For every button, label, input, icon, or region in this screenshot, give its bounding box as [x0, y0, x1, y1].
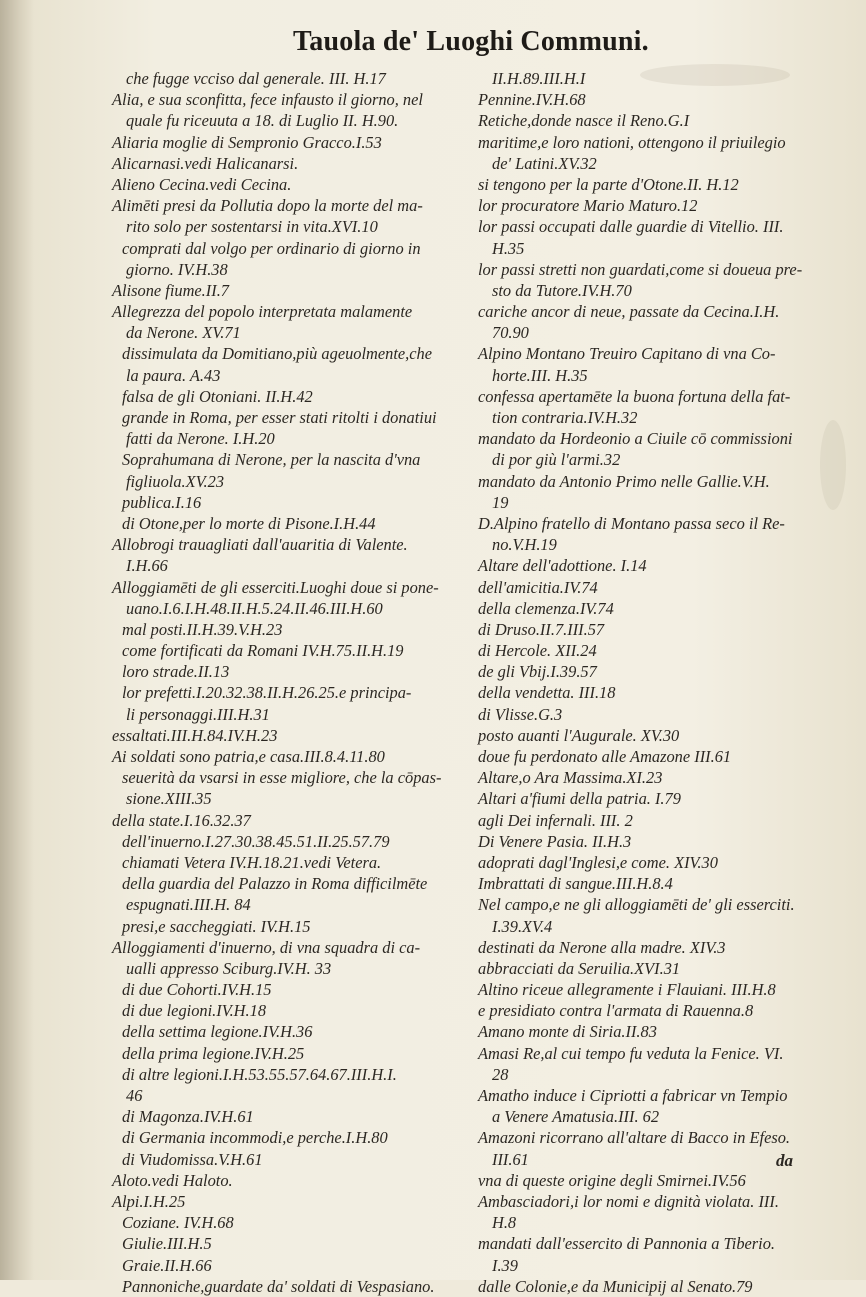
- index-entry-line: I.39: [492, 1255, 518, 1275]
- index-entry-line: Ai soldati sono patria,e casa.III.8.4.11.80: [112, 747, 385, 766]
- index-entry-line: Alicarnasi.vedi Halicanarsi.: [112, 153, 299, 173]
- index-entry-line: tion contraria.IV.H.32: [492, 408, 638, 427]
- index-entry-line: falsa de gli Otoniani. II.H.42: [122, 386, 313, 406]
- index-entry-line: di Viudomissa.V.H.61: [122, 1149, 263, 1169]
- index-entry-line: Alia, e sua sconfitta, fece infausto il giorno, nel: [112, 90, 423, 110]
- index-entry-line: mandato da Hordeonio a Ciuile cō commissioni: [478, 429, 793, 449]
- index-column-left: [112, 68, 464, 1297]
- index-entry-line: destinati da Nerone alla madre. XIV.3: [478, 937, 726, 957]
- index-entry-line: della settima legione.IV.H.36: [122, 1022, 313, 1042]
- index-entry-line: Soprahumana di Nerone, per la nascita d'vna: [122, 450, 421, 470]
- index-entry-line: di por giù l'armi.32: [492, 450, 621, 470]
- index-entry-line: Altino riceue allegramente i Flauiani. III.H.8: [478, 980, 776, 1000]
- index-entry-line: Alisone fiume.II.7: [112, 280, 229, 300]
- index-entry-line: H.35: [492, 238, 525, 258]
- index-entry-line: H.8: [492, 1213, 517, 1233]
- index-entry-line: Altari a'fiumi della patria. I.79: [478, 789, 681, 809]
- page-gutter-shadow: [0, 0, 34, 1280]
- index-entry-line: di Vlisse.G.3: [478, 704, 563, 724]
- index-entry-line: della vendetta. III.18: [478, 683, 616, 703]
- index-entry-line: di due Cohorti.IV.H.15: [122, 980, 272, 1000]
- index-entry-line: Di Venere Pasia. II.H.3: [478, 831, 632, 851]
- index-entry-line: Alpino Montano Treuiro Capitano di vna Co-: [478, 344, 776, 364]
- index-entry-line: Allegrezza del popolo interpretata malamente: [112, 302, 413, 322]
- index-entry-line: ualli appresso Sciburg.IV.H. 33: [126, 958, 332, 978]
- index-entry-line: 70.90: [492, 323, 529, 343]
- index-entry-line: Ambasciadori,i lor nomi e dignità violata. III.: [478, 1191, 779, 1211]
- index-entry-line: abbracciati da Seruilia.XVI.31: [478, 958, 681, 978]
- index-entry-line: mandati dall'essercito di Pannonia a Tiberio.: [478, 1234, 776, 1254]
- index-entry-line: Amatho induce i Cipriotti a fabricar vn Tempio: [478, 1086, 788, 1105]
- index-entry-line: de gli Vbij.I.39.57: [478, 662, 597, 682]
- index-entry-line: Imbrattati di sangue.III.H.8.4: [478, 874, 673, 894]
- index-entry-line: di Germania incommodi,e perche.I.H.80: [122, 1128, 388, 1148]
- index-entry-line: mal posti.II.H.39.V.H.23: [122, 619, 283, 639]
- index-entry-line: Alloggiamenti d'inuerno, di vna squadra di ca-: [112, 937, 421, 957]
- index-entry-line: rito solo per sostentarsi in vita.XVI.10: [126, 217, 378, 237]
- index-entry-line: sione.XIII.35: [126, 789, 212, 809]
- index-entry-line: cariche ancor di neue, passate da Cecina.I.H.: [478, 302, 780, 322]
- index-entry-line: di Otone,per lo morte di Pisone.I.H.44: [122, 513, 376, 533]
- index-entry-line: maritime,e loro nationi, ottengono il priuilegio: [478, 132, 786, 152]
- index-entry-line: Amazoni ricorrano all'altare di Bacco in Efeso.: [478, 1128, 791, 1148]
- index-entry-line: Altare dell'adottione. I.14: [478, 556, 647, 576]
- index-entry-line: mandato da Antonio Primo nelle Gallie.V.H.: [478, 471, 770, 491]
- index-entry-line: vna di queste origine degli Smirnei.IV.56: [478, 1170, 746, 1190]
- index-entry-line: Graie.II.H.66: [122, 1255, 212, 1275]
- index-entry-line: Alloggiamēti de gli esserciti.Luoghi doue si pone-: [112, 577, 439, 597]
- index-entry-line: loro strade.II.13: [122, 662, 230, 682]
- index-entry-line: Allobrogi trauagliati dall'auaritia di Valente.: [112, 535, 408, 555]
- index-entry-line: Amasi Re,al cui tempo fu veduta la Fenice. VI.: [478, 1043, 784, 1063]
- index-entry-line: Giulie.III.H.5: [122, 1234, 212, 1254]
- index-entry-line: D.Alpino fratello di Montano passa seco il Re-: [478, 513, 785, 533]
- index-entry-line: di due legioni.IV.H.18: [122, 1001, 267, 1021]
- index-entry-line: Pennine.IV.H.68: [478, 90, 586, 110]
- index-entry-line: lor passi occupati dalle guardie di Vitellio. III.: [478, 217, 784, 237]
- index-entry-line: doue fu perdonato alle Amazone III.61: [478, 747, 732, 766]
- index-entry-line: I.39.XV.4: [492, 916, 553, 936]
- index-entry-line: si tengono per la parte d'Otone.II. H.12: [478, 174, 739, 194]
- index-entry-line: di altre legioni.I.H.53.55.57.64.67.III.H.I.: [122, 1064, 397, 1084]
- index-entry-line: lor passi stretti non guardati,come si doueua pre-: [478, 259, 803, 279]
- index-entry-line: horte.III. H.35: [492, 365, 588, 385]
- index-entry-line: publica.I.16: [122, 492, 202, 512]
- index-entry-line: confessa apertamēte la buona fortuna della fat-: [478, 386, 791, 406]
- index-entry-line: della prima legione.IV.H.25: [122, 1043, 305, 1063]
- index-entry-line: Alpi.I.H.25: [112, 1191, 186, 1211]
- index-entry-line: uano.I.6.I.H.48.II.H.5.24.II.46.III.H.60: [126, 598, 383, 618]
- index-entry-line: espugnati.III.H. 84: [126, 895, 251, 915]
- index-entry-line: presi,e saccheggiati. IV.H.15: [122, 916, 311, 936]
- index-entry-line: da Nerone. XV.71: [126, 323, 241, 343]
- index-entry-line: chiamati Vetera IV.H.18.21.vedi Vetera.: [122, 852, 382, 872]
- index-entry-line: della state.I.16.32.37: [112, 810, 251, 830]
- index-entry-line: Aloto.vedi Haloto.: [112, 1170, 233, 1190]
- index-entry-line: I.H.66: [126, 556, 168, 576]
- index-entry-line: lor prefetti.I.20.32.38.II.H.26.25.e principa-: [122, 683, 412, 703]
- index-entry-line: quale fu riceuuta a 18. di Luglio II. H.90.: [126, 111, 399, 131]
- index-entry-line: Alieno Cecina.vedi Cecina.: [112, 174, 292, 194]
- index-entry-line: giorno. IV.H.38: [126, 259, 228, 279]
- paper-stain: [820, 420, 846, 510]
- index-entry-line: agli Dei infernali. III. 2: [478, 810, 633, 830]
- index-entry-line: Pannoniche,guardate da' soldati di Vespasiano.: [122, 1276, 435, 1296]
- index-entry-line: dalle Colonie,e da Municipij al Senato.79: [478, 1276, 753, 1296]
- index-entry-line: lor procuratore Mario Maturo.12: [478, 196, 698, 216]
- catchword: da: [776, 1151, 793, 1170]
- index-entry-line: dell'amicitia.IV.74: [478, 577, 598, 597]
- index-entry-line: dissimulata da Domitiano,più ageuolmente,che: [122, 344, 433, 364]
- index-entry-line: sto da Tutore.IV.H.70: [492, 280, 632, 300]
- index-column-right: [478, 68, 818, 1297]
- index-entry-line: adoprati dagl'Inglesi,e come. XIV.30: [478, 852, 718, 872]
- index-entry-line: fatti da Nerone. I.H.20: [126, 429, 275, 449]
- index-entry-line: di Druso.II.7.III.57: [478, 619, 605, 639]
- index-entry-line: di Magonza.IV.H.61: [122, 1107, 254, 1127]
- index-entry-line: Alimēti presi da Pollutia dopo la morte del ma-: [112, 196, 423, 216]
- index-entry-line: come fortificati da Romani IV.H.75.II.H.19: [122, 641, 404, 661]
- index-entry-line: 46: [126, 1086, 143, 1105]
- index-entry-line: figliuola.XV.23: [126, 471, 225, 491]
- index-entry-line: Retiche,donde nasce il Reno.G.I: [478, 111, 690, 131]
- page-title: Tauola de' Luoghi Communi.: [293, 26, 649, 57]
- index-entry-line: 19: [492, 492, 509, 512]
- index-entry-line: no.V.H.19: [492, 535, 557, 555]
- index-entry-line: Aliaria moglie di Sempronio Gracco.I.53: [112, 132, 382, 152]
- index-entry-line: della guardia del Palazzo in Roma difficilmēte: [122, 874, 428, 894]
- index-entry-line: II.H.89.III.H.I: [492, 69, 586, 88]
- index-entry-line: essaltati.III.H.84.IV.H.23: [112, 725, 278, 745]
- index-entry-line: III.61: [492, 1149, 529, 1169]
- index-entry-line: che fugge vcciso dal generale. III. H.17: [126, 69, 386, 88]
- index-entry-line: a Venere Amatusia.III. 62: [492, 1107, 660, 1127]
- index-entry-line: 28: [492, 1064, 509, 1084]
- index-entry-line: Amano monte di Siria.II.83: [478, 1022, 657, 1042]
- index-entry-line: li personaggi.III.H.31: [126, 704, 270, 724]
- index-entry-line: Altare,o Ara Massima.XI.23: [478, 768, 663, 788]
- index-entry-line: dell'inuerno.I.27.30.38.45.51.II.25.57.79: [122, 831, 390, 851]
- index-entry-line: seuerità da vsarsi in esse migliore, che la cōpas-: [122, 768, 442, 788]
- index-entry-line: comprati dal volgo per ordinario di giorno in: [122, 238, 421, 258]
- index-entry-line: di Hercole. XII.24: [478, 641, 597, 661]
- index-entry-line: de' Latini.XV.32: [492, 153, 597, 173]
- index-entry-line: Coziane. IV.H.68: [122, 1213, 234, 1233]
- index-entry-line: Nel campo,e ne gli alloggiamēti de' gli esserciti.: [478, 895, 795, 915]
- index-entry-line: posto auanti l'Augurale. XV.30: [478, 725, 680, 745]
- index-entry-line: la paura. A.43: [126, 365, 221, 385]
- index-entry-line: e presidiato contra l'armata di Rauenna.8: [478, 1001, 754, 1021]
- index-entry-line: grande in Roma, per esser stati ritolti i donatiui: [122, 408, 437, 427]
- index-entry-line: della clemenza.IV.74: [478, 598, 614, 618]
